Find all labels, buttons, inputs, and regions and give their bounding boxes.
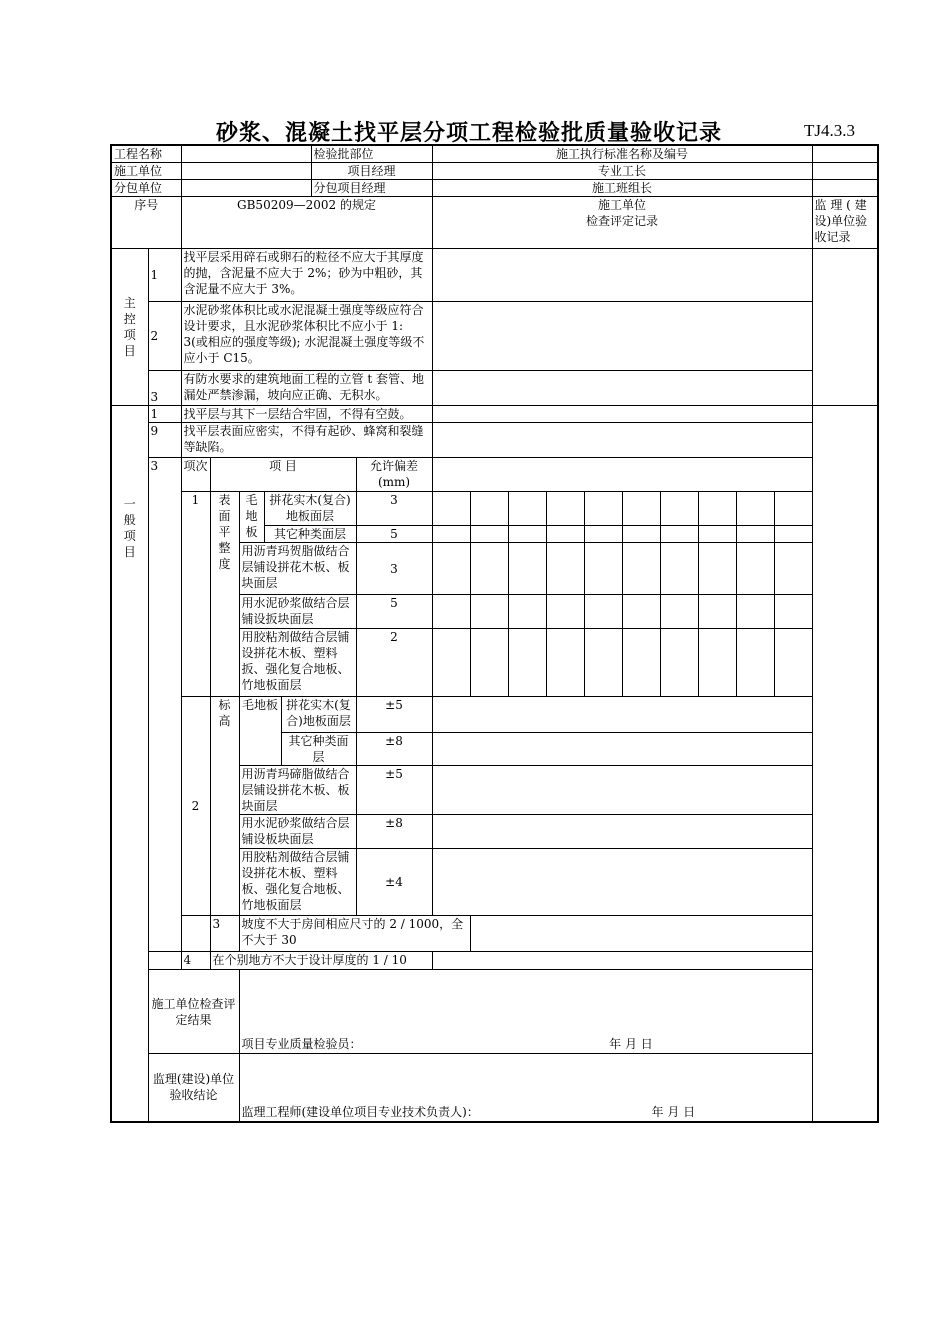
main-control-label: 主控项目 [111, 249, 148, 406]
foreman-value[interactable] [812, 163, 878, 180]
elevation-row-text: 拼花实木(复合)地板面层 [281, 697, 356, 733]
standard-label: 施工执行标准名称及编号 [432, 145, 812, 163]
measure-cell[interactable] [660, 526, 698, 543]
batch-location-label: 检验批部位 [311, 145, 432, 163]
measure-cell[interactable] [622, 543, 660, 595]
elevation-no: 2 [181, 697, 210, 916]
measure-cell[interactable] [432, 492, 470, 526]
measure-cell[interactable] [774, 492, 812, 526]
measure-cell[interactable] [622, 629, 660, 697]
measure-cell[interactable] [584, 595, 622, 629]
measure-cell[interactable] [774, 629, 812, 697]
measure-cell[interactable] [546, 595, 584, 629]
measure-cell[interactable] [698, 492, 736, 526]
team-leader-label: 施工班组长 [432, 180, 812, 197]
tolerance-check[interactable] [432, 458, 812, 492]
flatness-row-value: 3 [356, 492, 432, 526]
measure-cell[interactable] [660, 492, 698, 526]
check-header-line2: 检查评定记录 [585, 214, 658, 228]
form-code: TJ4.3.3 [804, 121, 855, 140]
flatness-row-value: 2 [356, 629, 432, 697]
flatness-row-text: 用沥青玛贺脂做结合层铺设拼花木板、板块面层 [239, 543, 356, 595]
elevation-row-value: ±4 [356, 849, 432, 916]
extra-text: 在个别地方不大于设计厚度的 1 / 10 [210, 952, 432, 970]
measure-cell[interactable] [432, 526, 470, 543]
col-item-no-header: 项次 [181, 458, 210, 492]
elevation-row-text: 其它种类面层 [281, 733, 356, 766]
main-item-text: 水泥砂浆体积比或水泥混凝土强度等级应符合设计要求，且水泥砂浆体积比不应小于 1: 3(或相应的强度等级); 水泥混凝土强度等级不应小于 C15。 [181, 302, 432, 371]
construction-unit-value[interactable] [181, 163, 311, 180]
standard-value[interactable] [812, 145, 878, 163]
measure-cell[interactable] [508, 629, 546, 697]
project-manager-label: 项目经理 [311, 163, 432, 180]
measure-cell[interactable] [698, 543, 736, 595]
general-item-text: 找平层表面应密实，不得有起砂、蜂窝和裂缝等缺陷。 [181, 423, 432, 458]
result-area[interactable] [239, 970, 878, 1054]
main-item-no: 1 [148, 249, 181, 302]
conclusion-area[interactable] [239, 1054, 878, 1122]
measure-cell[interactable] [774, 526, 812, 543]
conclusion-date: 年 月 日 [651, 1104, 696, 1119]
measure-cell[interactable] [470, 629, 508, 697]
inspection-form [110, 144, 879, 1123]
measure-cell[interactable] [508, 526, 546, 543]
measure-cell[interactable] [660, 543, 698, 595]
measure-cell[interactable] [470, 595, 508, 629]
extra-text: 坡度不大于房间相应尺寸的 2 / 1000，全不大于 30 [239, 916, 470, 952]
main-item-check[interactable] [432, 371, 812, 406]
elevation-row-text: 用水泥砂浆做结合层铺设板块面层 [239, 815, 356, 849]
elevation-check[interactable] [432, 697, 812, 733]
measure-cell[interactable] [660, 595, 698, 629]
project-name-value[interactable] [181, 145, 311, 163]
main-supervision[interactable] [812, 249, 878, 406]
main-item-text: 找平层采用碎石或卵石的粒径不应大于其厚度的抛，含泥量不应大于 2%；砂为中粗砂，其含泥量不应大于 3%。 [181, 249, 432, 302]
flatness-rough-label: 毛地板 [239, 492, 264, 543]
measure-cell[interactable] [546, 492, 584, 526]
flatness-no: 1 [181, 492, 210, 697]
measure-cell[interactable] [508, 595, 546, 629]
measure-cell[interactable] [508, 543, 546, 595]
construction-unit-label: 施工单位 [111, 163, 181, 180]
measure-cell[interactable] [508, 492, 546, 526]
main-item-no: 2 [148, 302, 181, 371]
spec-header: GB50209—2002 的规定 [181, 197, 432, 249]
extra-check[interactable] [470, 916, 878, 952]
result-date: 年 月 日 [609, 1037, 653, 1051]
measure-cell[interactable] [622, 492, 660, 526]
main-item-check[interactable] [432, 249, 812, 302]
measure-cell[interactable] [546, 543, 584, 595]
measure-cell[interactable] [470, 543, 508, 595]
seq-header: 序号 [111, 197, 181, 249]
elevation-row-text: 用胶粘剂做结合层铺设拼花木板、塑料板、强化复合地板、竹地板面层 [239, 849, 356, 916]
measure-cell[interactable] [736, 543, 774, 595]
team-leader-value[interactable] [812, 180, 878, 197]
elevation-check[interactable] [432, 849, 812, 916]
general-label: 一般项目 [111, 406, 148, 1122]
flatness-row-text: 用水泥砂浆做结合层铺设扳块面层 [239, 595, 356, 629]
measure-cell[interactable] [698, 595, 736, 629]
measure-cell[interactable] [698, 526, 736, 543]
measure-cell[interactable] [698, 629, 736, 697]
measure-cell[interactable] [546, 526, 584, 543]
main-item-check[interactable] [432, 302, 812, 371]
general-item-text: 找平层与其下一层结合牢固，不得有空鼓。 [181, 406, 432, 423]
foreman-label: 专业工长 [432, 163, 812, 180]
elevation-check[interactable] [432, 815, 812, 849]
blank-cell [148, 952, 181, 970]
extra-check[interactable] [432, 952, 812, 970]
measure-cell[interactable] [736, 492, 774, 526]
measure-cell[interactable] [584, 526, 622, 543]
measure-cell[interactable] [432, 629, 470, 697]
flatness-row-text: 其它种类面层 [264, 526, 356, 543]
measure-cell[interactable] [470, 526, 508, 543]
sub-unit-value[interactable] [181, 180, 311, 197]
measure-cell[interactable] [736, 629, 774, 697]
general-item-no: 1 [148, 406, 181, 423]
blank-cell [181, 916, 210, 952]
measure-cell[interactable] [660, 629, 698, 697]
extra-no: 3 [210, 916, 239, 952]
flatness-label: 表面平整度 [210, 492, 239, 697]
col-allow-header: 允许偏差(mm) [356, 458, 432, 492]
elevation-rough-label: 毛地板 [239, 697, 281, 766]
measure-cell[interactable] [584, 629, 622, 697]
elevation-label: 标高 [210, 697, 239, 916]
elevation-check[interactable] [432, 766, 812, 815]
check-header [432, 197, 812, 249]
result-label: 施工单位检查评定结果 [148, 970, 239, 1054]
measure-cell[interactable] [622, 595, 660, 629]
measure-cell[interactable] [432, 595, 470, 629]
flatness-row-text: 用胶粘剂做结合层铺设拼花木板、塑料扳、强化复合地板、竹地板面层 [239, 629, 356, 697]
engineer-label: 监理工程师(建设单位项目专业技术负责人)： [241, 1104, 479, 1119]
tolerance-no: 3 [148, 458, 181, 952]
measure-cell[interactable] [774, 543, 812, 595]
measure-cell[interactable] [432, 543, 470, 595]
measure-cell[interactable] [584, 543, 622, 595]
flatness-row-value: 3 [356, 543, 432, 595]
elevation-row-value: ±5 [356, 766, 432, 815]
col-item-header: 项 目 [210, 458, 356, 492]
elevation-row-value: ±5 [356, 697, 432, 733]
measure-cell[interactable] [470, 492, 508, 526]
flatness-row-text: 拼花实木(复合)地板面层 [264, 492, 356, 526]
extra-no: 4 [181, 952, 210, 970]
measure-cell[interactable] [736, 595, 774, 629]
elevation-row-value: ±8 [356, 733, 432, 766]
flatness-row-value: 5 [356, 595, 432, 629]
measure-cell[interactable] [774, 595, 812, 629]
elevation-check[interactable] [432, 733, 812, 766]
main-item-no: 3 [148, 371, 181, 406]
conclusion-label: 监理(建设)单位验收结论 [148, 1054, 239, 1122]
general-item-check[interactable] [432, 406, 812, 423]
sub-unit-label: 分包单位 [111, 180, 181, 197]
main-item-text: 有防水要求的建筑地面工程的立管 t 套管、地漏处严禁渗漏，坡向应正确、无积水。 [181, 371, 432, 406]
flatness-row-value: 5 [356, 526, 432, 543]
elevation-row-text: 用沥青玛碲脂做结合层铺设拼花木板、板块面层 [239, 766, 356, 815]
general-item-check[interactable] [432, 423, 812, 458]
measure-cell[interactable] [584, 492, 622, 526]
page-title: 砂浆、混凝土找平层分项工程检验批质量验收记录 [216, 121, 723, 146]
supervision-header: 监 理 ( 建 设)单位验收记录 [812, 197, 878, 249]
inspector-label: 项目专业质量检验员： [241, 1037, 362, 1051]
sub-manager-label: 分包项目经理 [311, 180, 432, 197]
general-item-no: 9 [148, 423, 181, 458]
measure-cell[interactable] [546, 629, 584, 697]
elevation-row-value: ±8 [356, 815, 432, 849]
measure-cell[interactable] [736, 526, 774, 543]
measure-cell[interactable] [622, 526, 660, 543]
project-name-label: 工程名称 [111, 145, 181, 163]
check-header-line1: 施工单位 [597, 198, 646, 212]
